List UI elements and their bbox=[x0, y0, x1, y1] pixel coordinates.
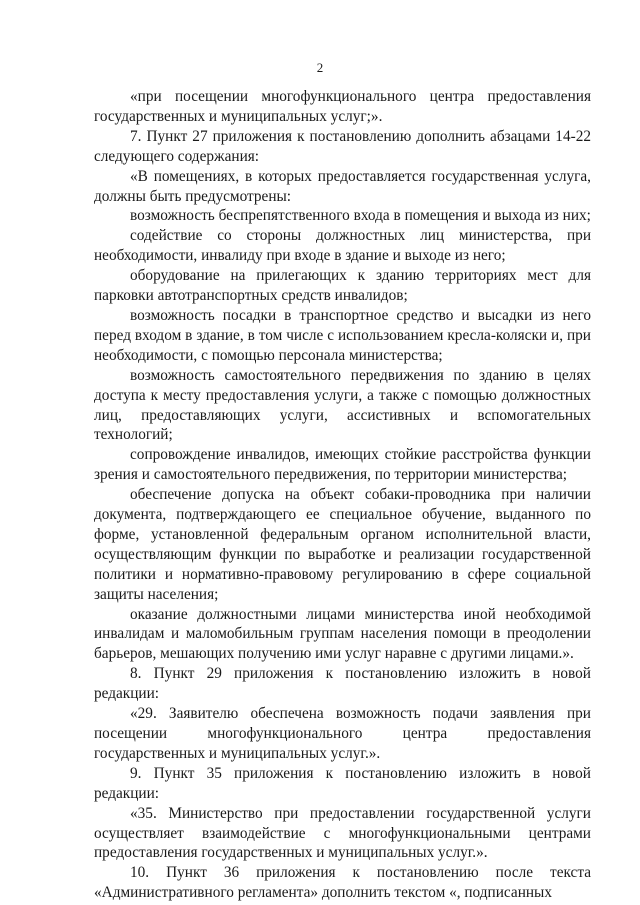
paragraph: «В помещениях, в которых предоставляется государственная услуга, должны быть предусмотрены: bbox=[94, 167, 591, 205]
paragraph: возможность самостоятельного передвижения по зданию в целях доступа к месту предоставления услуги, а также с помощью должностных лиц, предоставляющих услуги, ассистивных и вспомогательных технологий; bbox=[94, 366, 591, 444]
paragraph: обеспечение допуска на объект собаки-проводника при наличии документа, подтверждающего ее специальное обучение, выданного по форме, установленной федеральным органом исполнительной власти, осуществляющим функции по выработке и реализации государственной политики и нормативно-правовому регулированию в сфере социальной защиты населения; bbox=[94, 486, 591, 603]
paragraph: сопровождение инвалидов, имеющих стойкие расстройства функции зрения и самостоятельного передвижения, по территории министерства; bbox=[94, 446, 591, 484]
paragraph: возможность посадки в транспортное средство и высадки из него перед входом в здание, в том числе с использованием кресла-коляски и, при необходимости, с помощью персонала министерства; bbox=[94, 306, 591, 364]
paragraph: 7. Пункт 27 приложения к постановлению дополнить абзацами 14-22 следующего содержания: bbox=[94, 127, 591, 165]
paragraph: «35. Министерство при предоставлении государственной услуги осуществляет взаимодействие с многофункциональными центрами предоставления государственных и муниципальных услуг.». bbox=[94, 804, 591, 862]
paragraph: оказание должностными лицами министерства иной необходимой инвалидам и маломобильным группам населения помощи в преодолении барьеров, мешающих получению ими услуг наравне с другими лицами.». bbox=[94, 605, 591, 663]
paragraph: возможность беспрепятственного входа в помещения и выхода из них; bbox=[130, 207, 591, 225]
paragraph: «29. Заявителю обеспечена возможность подачи заявления при посещении многофункционального центра предоставления государственных и муниципальных услуг.». bbox=[94, 705, 591, 762]
paragraph: 10. Пункт 36 приложения к постановлению после текста «Административного регламента» дополнить текстом «, подписанных bbox=[94, 864, 591, 902]
paragraph: «при посещении многофункционального центра предоставления государственных и муниципальных услуг;». bbox=[94, 88, 591, 125]
paragraph: 9. Пункт 35 приложения к постановлению изложить в новой редакции: bbox=[94, 764, 591, 802]
paragraph: оборудование на прилегающих к зданию территориях мест для парковки автотранспортных средств инвалидов; bbox=[94, 267, 591, 305]
paragraph: 8. Пункт 29 приложения к постановлению изложить в новой редакции: bbox=[94, 665, 591, 703]
paragraph: содействие со стороны должностных лиц министерства, при необходимости, инвалиду при входе в здание и выходе из него; bbox=[94, 227, 591, 265]
page-number: 2 bbox=[316, 60, 324, 75]
document-body bbox=[94, 87, 591, 903]
